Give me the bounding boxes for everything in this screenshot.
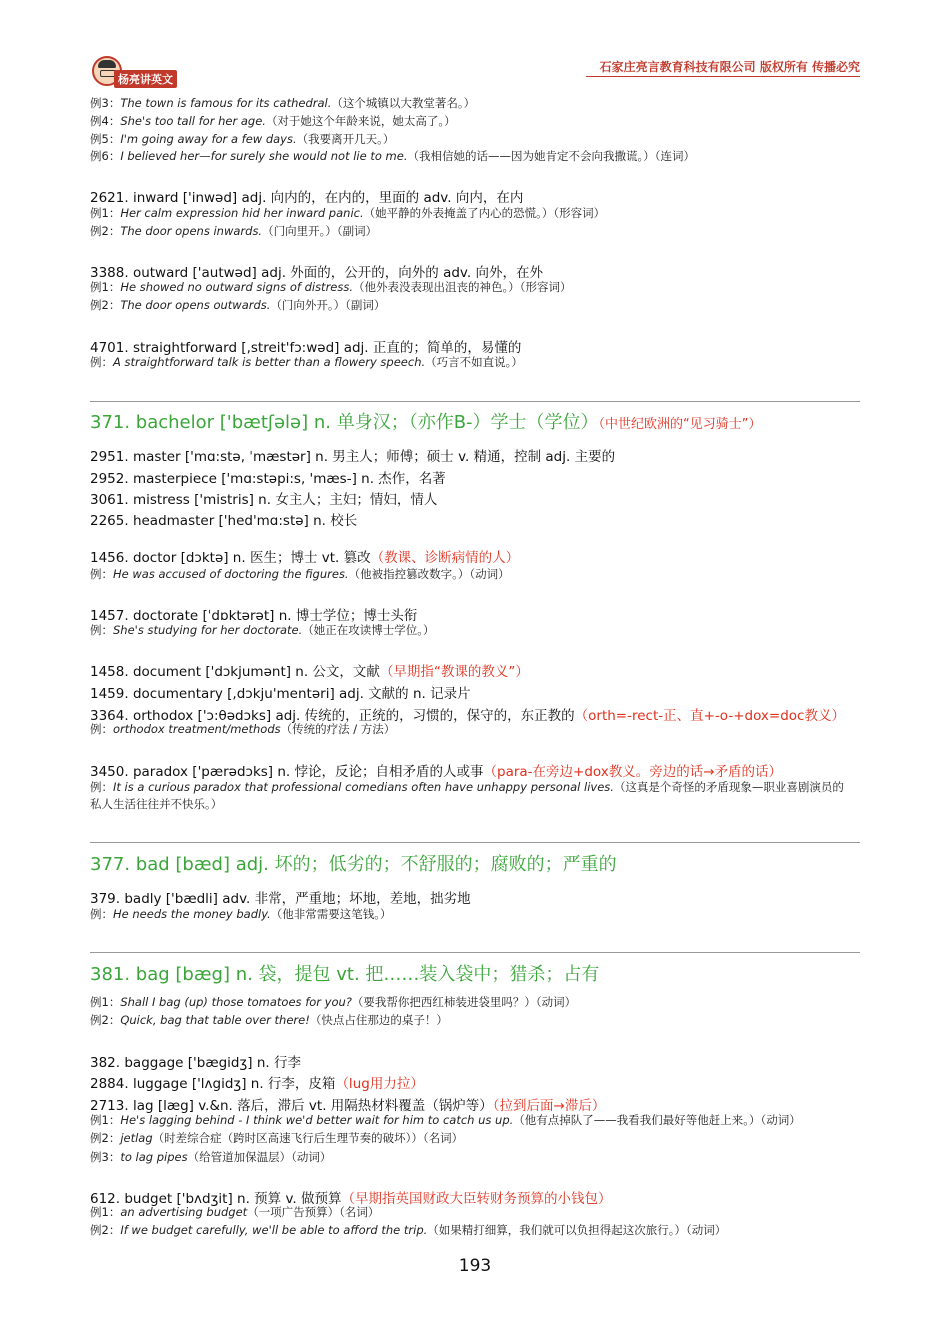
example-english: She's studying for her doctorate. (113, 623, 303, 637)
example-label: 例2： (90, 1013, 121, 1027)
example-sentence (90, 567, 510, 582)
example-translation: （他有点掉队了——我看我们最好等他赶上来。）（动词） (513, 1113, 801, 1127)
word-definition: 612. budget ['bʌdʒit] n. 预算 v. 做预算 (90, 1191, 342, 1207)
example-sentence (90, 298, 385, 313)
example-english: She's too tall for her age. (120, 114, 266, 128)
example-sentence (90, 623, 435, 638)
example-english: A straightforward talk is better than a flowery speech. (113, 355, 426, 369)
section-divider (90, 401, 860, 402)
word-definition: 4701. straightforward [,streit'fɔ:wəd] adj. 正直的；简单的，易懂的 (90, 340, 522, 356)
example-translation: （门向外开。）（副词） (270, 298, 386, 312)
example-label: 例4： (90, 114, 121, 128)
headword-title (90, 960, 599, 986)
example-translation: （他被指控篡改数字。）（动词） (348, 567, 510, 581)
example-translation: （给管道加保温层）（动词） (187, 1150, 332, 1164)
word-entry (90, 604, 417, 624)
example-english: If we budget carefully, we'll be able to afford the trip. (120, 1223, 428, 1237)
word-entry (90, 261, 543, 281)
example-translation: （要我帮你把西红柿装进袋里吗？）（动词） (351, 995, 577, 1009)
example-label: 例： (90, 355, 113, 369)
word-entry (90, 704, 845, 724)
word-entry (90, 660, 529, 680)
example-label: 例2： (90, 1131, 121, 1145)
example-translation: （对于她这个年龄来说，她太高了。） (265, 114, 456, 128)
header-underline (586, 76, 860, 77)
example-translation: （我要离开几天。） (296, 132, 395, 146)
etymology-note: （教课、诊断病情的人） (370, 550, 520, 566)
example-english: jetlag (120, 1131, 153, 1145)
example-label: 例： (90, 907, 113, 921)
example-english: an advertising budget (120, 1205, 248, 1219)
example-translation: （她正在攻读博士学位。） (302, 623, 435, 637)
word-entry (90, 186, 523, 206)
word-entry (90, 467, 446, 487)
etymology-note: （para-在旁边+dox教义。旁边的话→矛盾的话） (483, 764, 783, 780)
example-label: 例3： (90, 96, 121, 110)
example-sentence (90, 149, 695, 164)
example-label: 例1： (90, 1113, 121, 1127)
word-definition: 2713. lag [læg] v.&n. 落后，滞后 vt. 用隔热材料覆盖（锅炉等） (90, 1098, 493, 1114)
section-divider (90, 952, 860, 953)
example-translation: （这真是个奇怪的矛盾现象—职业喜剧演员的 (613, 780, 844, 794)
example-translation: （快点占住那边的桌子！） (309, 1013, 448, 1027)
word-definition: 2952. masterpiece ['mɑ:stəpi:s, 'mæs-] n. 杰作，名著 (90, 471, 446, 487)
example-english: He showed no outward signs of distress. (120, 280, 354, 294)
example-sentence (90, 355, 523, 370)
example-label: 例1： (90, 1205, 121, 1219)
word-entry (90, 1072, 424, 1092)
example-english: I believed her—for surely she would not lie to me. (120, 149, 408, 163)
example-translation: （门向里开。）（副词） (262, 224, 378, 238)
example-sentence (90, 96, 475, 111)
example-translation: （如果精打细算，我们就可以负担得起这次旅行。）（动词） (427, 1223, 727, 1237)
example-label: 例： (90, 780, 113, 794)
word-entry (90, 445, 615, 465)
example-label: 例1： (90, 995, 121, 1009)
word-definition: 1459. documentary [,dɔkju'mentəri] adj. 文献的 n. 记录片 (90, 686, 471, 702)
word-definition: 2265. headmaster ['hed'mɑ:stə] n. 校长 (90, 513, 358, 529)
word-definition: 1458. document ['dɔkjumənt] n. 公文，文献 (90, 664, 380, 680)
headword-title (90, 850, 617, 876)
word-definition: 3388. outward ['autwəd] adj. 外面的，公开的，向外的 adv. 向外，在外 (90, 265, 543, 281)
example-sentence (90, 280, 572, 295)
example-english: to lag pipes (120, 1150, 188, 1164)
example-sentence (90, 1131, 463, 1146)
example-sentence (90, 206, 605, 221)
brand-logo (90, 56, 190, 92)
example-translation: （他非常需要这笔钱。） (270, 907, 392, 921)
example-sentence (90, 1223, 726, 1238)
example-english: It is a curious paradox that professional comedians often have unhappy personal lives. (113, 780, 614, 794)
example-sentence (90, 780, 844, 795)
example-label: 例2： (90, 1223, 121, 1237)
word-definition: 2884. luggage ['lʌgidʒ] n. 行李，皮箱 (90, 1076, 336, 1092)
etymology-note: （orth=-rect-正、直+-o-+dox=doc教义） (574, 708, 845, 724)
example-sentence (90, 1150, 331, 1165)
word-definition: 3364. orthodox ['ɔ:θədɔks] adj. 传统的，正统的，习惯的，保守的，东正教的 (90, 708, 575, 724)
logo-text: 杨亮讲英文 (114, 70, 177, 88)
example-english: He needs the money badly. (113, 907, 271, 921)
example-label: 例2： (90, 224, 121, 238)
example-translation: （我相信她的话——因为她肯定不会向我撒谎。）（连词） (407, 149, 695, 163)
word-definition: 3450. paradox ['pærədɔks] n. 悖论，反论；自相矛盾的人或事 (90, 764, 484, 780)
example-english: I'm going away for a few days. (120, 132, 297, 146)
example-sentence (90, 995, 576, 1010)
example-translation: （传统的疗法 / 方法） (280, 722, 396, 736)
example-label: 例5： (90, 132, 121, 146)
example-english: Quick, bag that table over there! (120, 1013, 310, 1027)
copyright-notice: 石家庄亮言教育科技有限公司 版权所有 传播必究 (599, 60, 860, 74)
example-translation: 私人生活往往并不快乐。） (90, 797, 223, 811)
word-definition: 3061. mistress ['mistris] n. 女主人；主妇；情妇，情人 (90, 492, 438, 508)
etymology-note: （早期指英国财政大臣转财务预算的小钱包） (341, 1191, 612, 1207)
example-sentence (90, 797, 222, 812)
headword-text: 381. bag [bæg] n. 袋，提包 vt. 把……装入袋中；猎杀；占有 (90, 964, 600, 985)
example-sentence (90, 907, 392, 922)
example-english: orthodox treatment/methods (113, 722, 281, 736)
example-sentence (90, 132, 394, 147)
word-entry (90, 488, 437, 508)
example-label: 例1： (90, 206, 121, 220)
example-english: He's lagging behind - I think we'd better wait for him to catch us up. (120, 1113, 514, 1127)
example-label: 例： (90, 623, 113, 637)
headword-title (90, 408, 762, 434)
word-entry (90, 760, 782, 780)
etymology-note: （lug用力拉） (335, 1076, 424, 1092)
word-definition: 2951. master ['mɑ:stə, ˈmæstər] n. 男主人；师傅；硕士 v. 精通，控制 adj. 主要的 (90, 449, 616, 465)
word-entry (90, 509, 357, 529)
example-label: 例： (90, 567, 113, 581)
example-label: 例1： (90, 280, 121, 294)
example-label: 例3： (90, 1150, 121, 1164)
example-sentence (90, 1113, 801, 1128)
word-definition: 2621. inward ['inwəd] adj. 向内的，在内的，里面的 adv. 向内，在内 (90, 190, 524, 206)
example-label: 例2： (90, 298, 121, 312)
example-translation: （她平静的外表掩盖了内心的恐慌。）（形容词） (363, 206, 606, 220)
example-label: 例6： (90, 149, 121, 163)
example-sentence (90, 1205, 379, 1220)
word-definition: 382. baggage ['bægidʒ] n. 行李 (90, 1055, 301, 1071)
headword-text: 371. bachelor ['bætʃələ] n. 单身汉；（亦作B-）学士（学位） (90, 412, 599, 433)
section-divider (90, 842, 860, 843)
word-entry (90, 887, 471, 907)
etymology-note: （中世纪欧洲的“见习骑士”） (598, 417, 762, 432)
example-label: 例： (90, 722, 113, 736)
example-translation: （这个城镇以大教堂著名。） (331, 96, 476, 110)
word-definition: 1457. doctorate [ˈdɒktərət] n. 博士学位；博士头衔 (90, 608, 418, 624)
example-sentence (90, 224, 377, 239)
etymology-note: （早期指“教课的教义”） (379, 664, 529, 680)
example-english: He was accused of doctoring the figures. (113, 567, 349, 581)
example-english: Shall I bag (up) those tomatoes for you? (120, 995, 352, 1009)
example-sentence (90, 1013, 448, 1028)
example-english: The town is famous for its cathedral. (120, 96, 332, 110)
word-entry (90, 546, 519, 566)
etymology-note: （拉到后面→滞后） (492, 1098, 606, 1114)
page-header (90, 52, 860, 94)
word-entry (90, 1094, 605, 1114)
example-english: The door opens outwards. (120, 298, 271, 312)
page-number: 193 (458, 1256, 492, 1276)
example-sentence (90, 722, 395, 737)
example-translation: （一项广告预算）（名词） (247, 1205, 380, 1219)
headword-text: 377. bad [bæd] adj. 坏的；低劣的；不舒服的；腐败的；严重的 (90, 854, 617, 875)
example-sentence (90, 114, 456, 129)
word-entry (90, 682, 471, 702)
example-translation: （巧言不如直说。） (425, 355, 523, 369)
example-translation: （时差综合症（跨时区高速飞行后生理节奏的破坏））（名词） (152, 1131, 464, 1145)
word-entry (90, 1187, 611, 1207)
example-english: The door opens inwards. (120, 224, 263, 238)
example-translation: （他外表没表现出沮丧的神色。）（形容词） (353, 280, 572, 294)
example-english: Her calm expression hid her inward panic. (120, 206, 364, 220)
word-definition: 379. badly ['bædli] adv. 非常，严重地；坏地，差地，拙劣地 (90, 891, 471, 907)
word-definition: 1456. doctor [dɔktə] n. 医生；博士 vt. 篡改 (90, 550, 371, 566)
word-entry (90, 1051, 301, 1071)
word-entry (90, 336, 521, 356)
